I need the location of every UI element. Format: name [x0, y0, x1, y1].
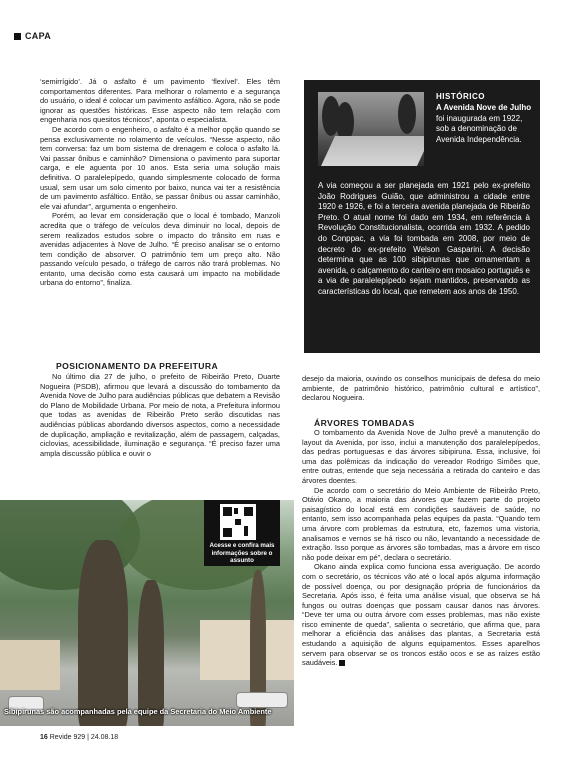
qr-code-icon[interactable] — [220, 504, 256, 540]
historico-body: A via começou a ser planejada em 1921 pelo ex-prefeito João Rodrigues Guião, que administrou a cidade entre 1920 e 1926, e foi a terceira avenida planejada de Ribeirão Preto. O atual nome foi dado em 1934, em referência à Revolução Constitucionalista, ocorrida em 1932. A pedido do Conppac, a via foi tombada em 2008, por meio de decreto do ex-prefeito Welson Gasparini. A decisão determina que as 100 sibipirunas que ornamentam a avenida, o calçamento do canteiro em mosaico português e a via de paralelepípedo sejam mantidos, preservando as características do local, que remetem aos anos de 1950. — [318, 181, 530, 296]
paragraph: Porém, ao levar em consideração que o local é tombado, Manzoli acredita que o tráfego de veículos deva diminuir no local, depois de serem realizados estudos sobre o impacto do trânsito em ruas e avenidas adjacentes à Nove de Julho. “É preciso analisar se o entorno tem condição de absorver. O patrimônio tem um preço alto. Não passando veículo pesado, o tráfego de carros não trará problemas. No entanto, uma decisão como esta causará um impacto na mobilidade urbana do entorno”, finaliza. — [40, 211, 280, 288]
paragraph: De acordo com o engenheiro, o asfalto é a melhor opção quando se pensa exclusivamente no rolamento de veículos. “Nesse aspecto, não tem conversa: faz um bom sistema de drenagem e coloca o asfalto lá. Vai passar ônibus e caminhão? Dimensiona o pavimento para suportar carga, e ele aguenta por 10 anos. Esta seria uma solução mais definitiva. O paralelepípedo, quando simplesmente colocado de forma usual, sem usar um solo cimento por baixo, nunca vai ter a resistência de um pavimento asfáltico. Então, se passar ônibus ou assar caminhão, ele vai afundar”, argumenta o engenheiro. — [40, 124, 280, 211]
section-label: CAPA — [25, 31, 52, 41]
paragraph: desejo da maioria, ouvindo os conselhos municipais de defesa do meio ambiente, de patrimônio histórico, patrimônio cultural e artístico”, declarou Nogueira. — [302, 374, 540, 403]
qr-code-badge[interactable] — [204, 500, 280, 566]
issue-date: 24.08.18 — [90, 734, 119, 741]
magazine-name: Revide 929 — [49, 734, 86, 741]
paragraph: ‘semirrígido’. Já o asfalto é um pavimento ‘flexível’. Eles têm comportamentos diferentes. Para melhorar o rolamento e a segurança do usuário, o ideal é colocar um pavimento asfáltico. Agora, não se pode ignorar as questões históricas. Esse aspecto não tem relação com engenharia nos quesitos técnicos”, aponta o especialista. — [40, 77, 280, 125]
page-footer: 16 Revide 929 | 24.08.18 — [40, 734, 119, 741]
left-column-bottom — [40, 372, 280, 458]
paragraph: No último dia 27 de julho, o prefeito de Ribeirão Preto, Duarte Nogueira (PSDB), afirmou que levará a discussão do tombamento da Avenida Nove de Julho para audiências públicas que debatem a Revisão do Plano de Mobilidade Urbana. Por meio de nota, a Prefeitura informou que todas as avenidas de Ribeirão Preto serão discutidas nas audiências públicas abordando diversos aspectos, como a necessidade de duplicação, ampliação e revitalização, além de passagem, calçadas, ciclovias, acessibilidade, iluminação e segurança. “É preciso fazer uma ampla discussão pública e ouvir o — [40, 372, 280, 458]
section-square-icon — [14, 33, 21, 40]
historico-lead-rest: foi inaugurada em 1922, sob a denominação de Avenida Independência. — [436, 113, 523, 144]
heading-prefeitura: POSICIONAMENTO DA PREFEITURA — [56, 361, 219, 371]
qr-text: Acesse e confira mais informações sobre o assunto — [209, 542, 275, 565]
historic-photo — [318, 92, 424, 166]
historico-lead-bold: A Avenida Nove de Julho — [436, 103, 532, 112]
paragraph: O tombamento da Avenida Nove de Julho prevê a manutenção do layout da Avenida, por isso, inclui a manutenção dos paralelepípedos, das pedras portuguesas e das árvores sibipiruna. Essa, inclusive, foi uma das polêmicas da indicação do vereador Rodrigo Simões que, entre outras, entende que seja necessária a retirada do canteiro e das árvores doentes. — [302, 428, 540, 485]
photo-caption: Sibipirunas são acompanhadas pela equipe da Secretaria do Meio Ambiente — [4, 707, 272, 716]
end-mark-icon — [339, 660, 345, 666]
right-column-top — [302, 374, 540, 403]
historico-lead — [436, 103, 532, 145]
paragraph-text: Okano ainda explica como funciona essa averiguação. De acordo com o secretário, os técnicos vão até o local após alguma informação de possível doença, ou por designação própria de funcionários da Secretaria. Após isso, é feita uma análise visual, que observa se há fungos ou outras doenças que possam causar danos nas árvores. “Deve ter uma ou outra árvore com esses problemas, mas não existe risco eminente de queda”, salienta o secretário, que afirma que, para melhorar a eficiência das análises das plantas, a Secretaria está estudando a aquisição de alguns equipamentos. Esses aparelhos servem para observar se os troncos estão ocos e se as raízes estão saudáveis. — [302, 562, 540, 668]
paragraph: De acordo com o secretário do Meio Ambiente de Ribeirão Preto, Otávio Okano, a maioria das árvores que fazem parte do projeto paisagístico do local está em condições saudáveis de saúde, no entanto, sem isso acompanhada pelas equipes da pasta. “Quando tem uma árvore com problemas da estrutura, etc, fazemos uma vistoria, analisamos e vernos se há risco ou não, levantando a necessidade de extração. Isso porque as árvores são tombadas, mas a árvore em risco não pode deixar em pé”, declara o secretário. — [302, 485, 540, 562]
heading-arvores: ÁRVORES TOMBADAS — [314, 418, 415, 428]
paragraph — [302, 562, 540, 668]
historico-box — [304, 80, 540, 353]
historico-title: HISTÓRICO — [436, 92, 485, 101]
page-number: 16 — [40, 734, 48, 741]
right-column-bottom — [302, 428, 540, 668]
section-tag — [14, 31, 51, 41]
left-column-top — [40, 77, 280, 288]
